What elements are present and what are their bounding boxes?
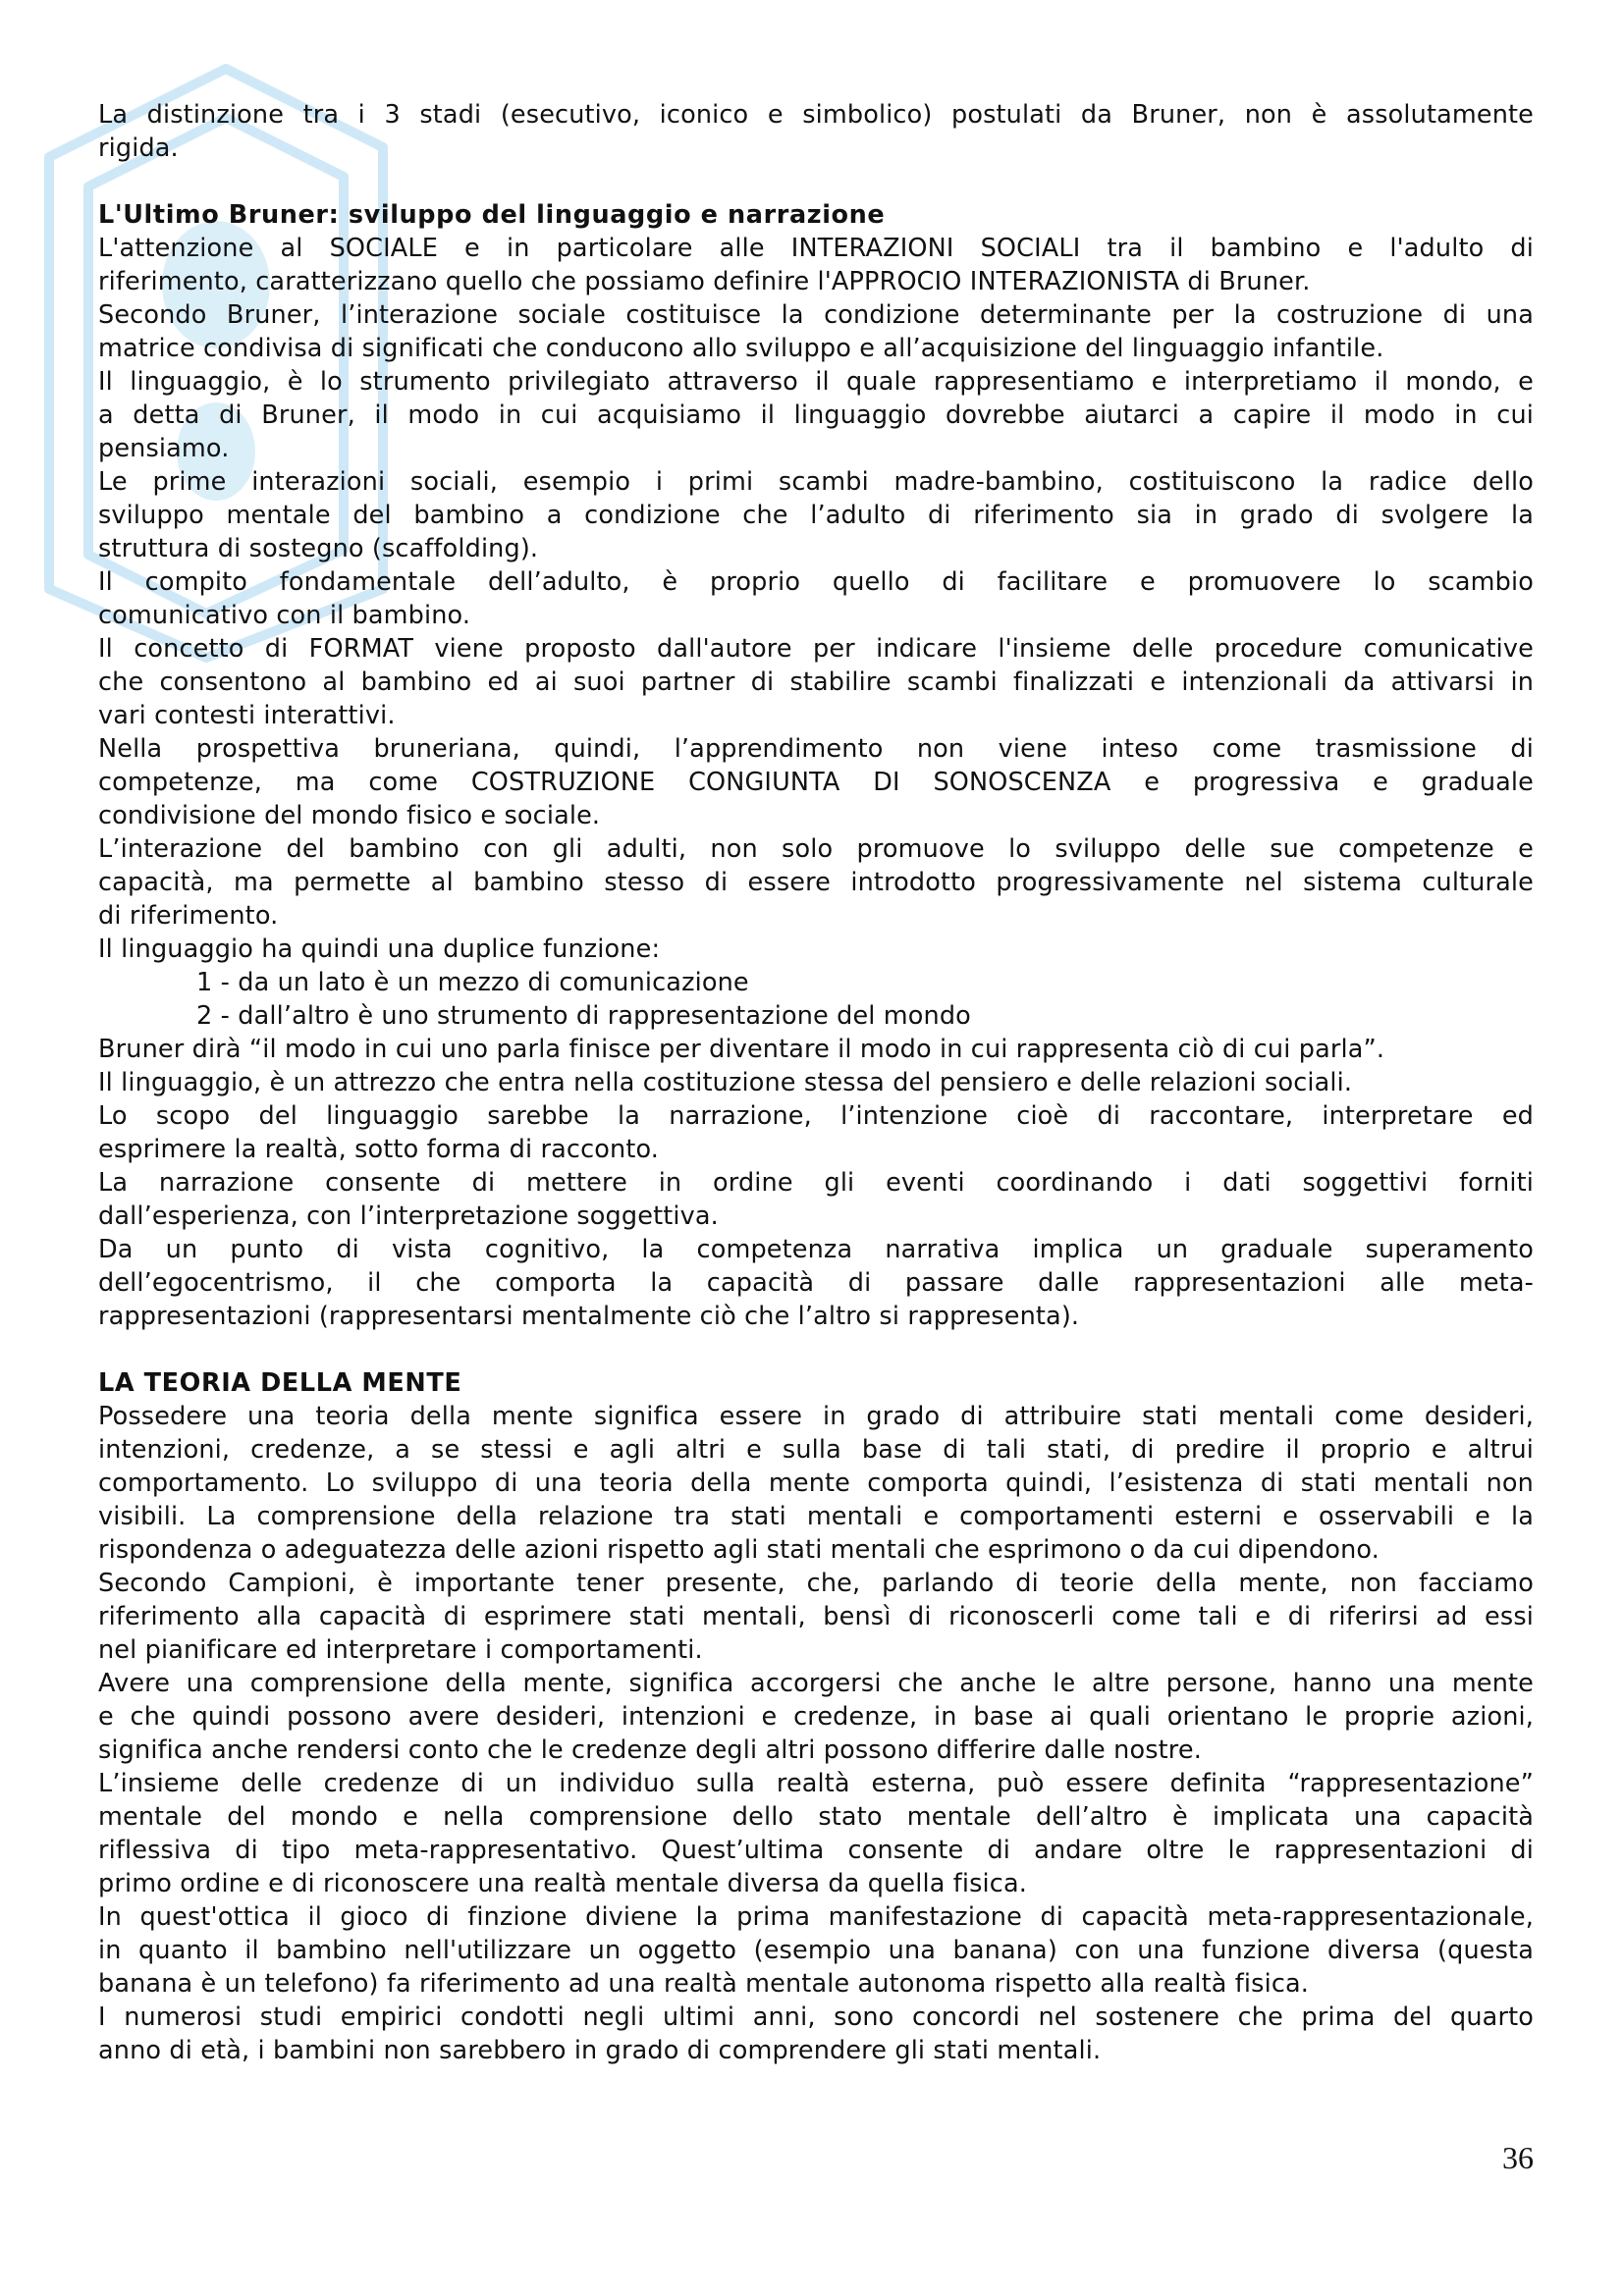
body-line: anno di età, i bambini non sarebbero in grado di comprendere gli stati mentali. <box>98 2036 1102 2065</box>
section-heading: LA TEORIA DELLA MENTE <box>98 1368 462 1398</box>
body-line: L’insieme delle credenze di un individuo sulla realtà esterna, può essere definita “rappresentazione” <box>98 1769 1534 1798</box>
body-line: Lo scopo del linguaggio sarebbe la narrazione, l’intenzione cioè di raccontare, interpretare ed <box>98 1101 1534 1131</box>
body-line: Nella prospettiva bruneriana, quindi, l’apprendimento non viene inteso come trasmissione di <box>98 734 1534 764</box>
body-line: Il compito fondamentale dell’adulto, è proprio quello di facilitare e promuovere lo scambio <box>98 567 1534 597</box>
section-heading: L'Ultimo Bruner: sviluppo del linguaggio e narrazione <box>98 200 886 230</box>
body-line: Il linguaggio, è un attrezzo che entra nella costituzione stessa del pensiero e delle relazioni sociali. <box>98 1068 1353 1097</box>
body-line: primo ordine e di riconoscere una realtà mentale diversa da quella fisica. <box>98 1869 1027 1898</box>
body-line: competenze, ma come COSTRUZIONE CONGIUNTA DI SONOSCENZA e progressiva e graduale <box>98 768 1534 797</box>
body-line: a detta di Bruner, il modo in cui acquisiamo il linguaggio dovrebbe aiutarci a capire il modo in cui <box>98 400 1534 430</box>
body-line: visibili. La comprensione della relazione tra stati mentali e comportamenti esterni e osservabili e la <box>98 1502 1534 1531</box>
body-line: Il linguaggio, è lo strumento privilegiato attraverso il quale rappresentiamo e interpretiamo il mondo, e <box>98 367 1534 397</box>
body-line: pensiamo. <box>98 434 230 463</box>
body-line: riflessiva di tipo meta-rappresentativo. Quest’ultima consente di andare oltre le rappresentazioni di <box>98 1836 1534 1865</box>
body-line: che consentono al bambino ed ai suoi partner di stabilire scambi finalizzati e intenzionali da attivarsi in <box>98 667 1534 697</box>
body-line: mentale del mondo e nella comprensione dello stato mentale dell’altro è implicata una capacità <box>98 1802 1534 1832</box>
body-line: condivisione del mondo fisico e sociale. <box>98 801 601 830</box>
body-line: capacità, ma permette al bambino stesso di essere introdotto progressivamente nel sistema culturale <box>98 868 1534 897</box>
body-line: nel pianificare ed interpretare i comportamenti. <box>98 1635 703 1665</box>
body-line: vari contesti interattivi. <box>98 701 396 730</box>
list-item: 1 - da un lato è un mezzo di comunicazione <box>196 968 749 997</box>
body-line: matrice condivisa di significati che conducono allo sviluppo e all’acquisizione del linguaggio infantile. <box>98 334 1384 363</box>
body-line: Possedere una teoria della mente significa essere in grado di attribuire stati mentali come desideri, <box>98 1402 1534 1431</box>
body-line: Secondo Bruner, l’interazione sociale costituisce la condizione determinante per la costruzione di una <box>98 300 1534 330</box>
body-line: Le prime interazioni sociali, esempio i primi scambi madre-bambino, costituiscono la radice dello <box>98 467 1534 497</box>
paragraph-gap <box>98 1333 1534 1366</box>
body-line: La distinzione tra i 3 stadi (esecutivo, iconico e simbolico) postulati da Bruner, non è assolutamente <box>98 100 1534 130</box>
body-line: L’interazione del bambino con gli adulti, non solo promuove lo sviluppo delle sue competenze e <box>98 834 1534 864</box>
body-line: Avere una comprensione della mente, significa accorgersi che anche le altre persone, hanno una mente <box>98 1669 1534 1698</box>
body-line: Da un punto di vista cognitivo, la competenza narrativa implica un graduale superamento <box>98 1235 1534 1264</box>
body-line: comunicativo con il bambino. <box>98 601 471 630</box>
body-line: comportamento. Lo sviluppo di una teoria della mente comporta quindi, l’esistenza di stati mentali non <box>98 1468 1534 1498</box>
paragraph-gap <box>98 165 1534 198</box>
body-line: La narrazione consente di mettere in ordine gli eventi coordinando i dati soggettivi forniti <box>98 1168 1534 1198</box>
body-line: in quanto il bambino nell'utilizzare un oggetto (esempio una banana) con una funzione diversa (questa <box>98 1936 1534 1965</box>
body-line: intenzioni, credenze, a se stessi e agli altri e sulla base di tali stati, di predire il proprio e altrui <box>98 1435 1534 1465</box>
body-line: riferimento, caratterizzano quello che possiamo definire l'APPROCIO INTERAZIONISTA di Bruner. <box>98 267 1311 296</box>
body-line: significa anche rendersi conto che le credenze degli altri possono differire dalle nostre. <box>98 1735 1202 1765</box>
body-line: rappresentazioni (rappresentarsi mentalmente ciò che l’altro si rappresenta). <box>98 1302 1080 1331</box>
document-body <box>98 98 1534 2067</box>
body-line: Il concetto di FORMAT viene proposto dall'autore per indicare l'insieme delle procedure comunicative <box>98 634 1534 664</box>
body-line: sviluppo mentale del bambino a condizione che l’adulto di riferimento sia in grado di svolgere la <box>98 501 1534 530</box>
body-line: Secondo Campioni, è importante tener presente, che, parlando di teorie della mente, non facciamo <box>98 1569 1534 1598</box>
body-line: rispondenza o adeguatezza delle azioni rispetto agli stati mentali che esprimono o da cui dipendono. <box>98 1535 1380 1565</box>
body-line: Il linguaggio ha quindi una duplice funzione: <box>98 934 661 964</box>
body-line: struttura di sostegno (scaffolding). <box>98 534 539 563</box>
page-number: 36 <box>1502 2140 1534 2175</box>
body-line: L'attenzione al SOCIALE e in particolare alle INTERAZIONI SOCIALI tra il bambino e l'adulto di <box>98 234 1534 263</box>
list-item: 2 - dall’altro è uno strumento di rappresentazione del mondo <box>196 1001 971 1031</box>
body-line: di riferimento. <box>98 901 279 931</box>
body-line: Bruner dirà “il modo in cui uno parla finisce per diventare il modo in cui rappresenta ciò di cui parla”. <box>98 1035 1385 1064</box>
body-line: dall’esperienza, con l’interpretazione soggettiva. <box>98 1201 719 1231</box>
body-line: dell’egocentrismo, il che comporta la capacità di passare dalle rappresentazioni alle meta- <box>98 1268 1534 1298</box>
body-line: rigida. <box>98 133 179 163</box>
body-line: esprimere la realtà, sotto forma di racconto. <box>98 1135 660 1164</box>
body-line: I numerosi studi empirici condotti negli ultimi anni, sono concordi nel sostenere che prima del quarto <box>98 2002 1534 2032</box>
body-line: banana è un telefono) fa riferimento ad una realtà mentale autonoma rispetto alla realtà fisica. <box>98 1969 1310 1999</box>
body-line: In quest'ottica il gioco di finzione diviene la prima manifestazione di capacità meta-rappresentazionale, <box>98 1902 1534 1932</box>
body-line: riferimento alla capacità di esprimere stati mentali, bensì di riconoscerli come tali e di riferirsi ad essi <box>98 1602 1534 1631</box>
body-line: e che quindi possono avere desideri, intenzioni e credenze, in base ai quali orientano le proprie azioni, <box>98 1702 1534 1732</box>
